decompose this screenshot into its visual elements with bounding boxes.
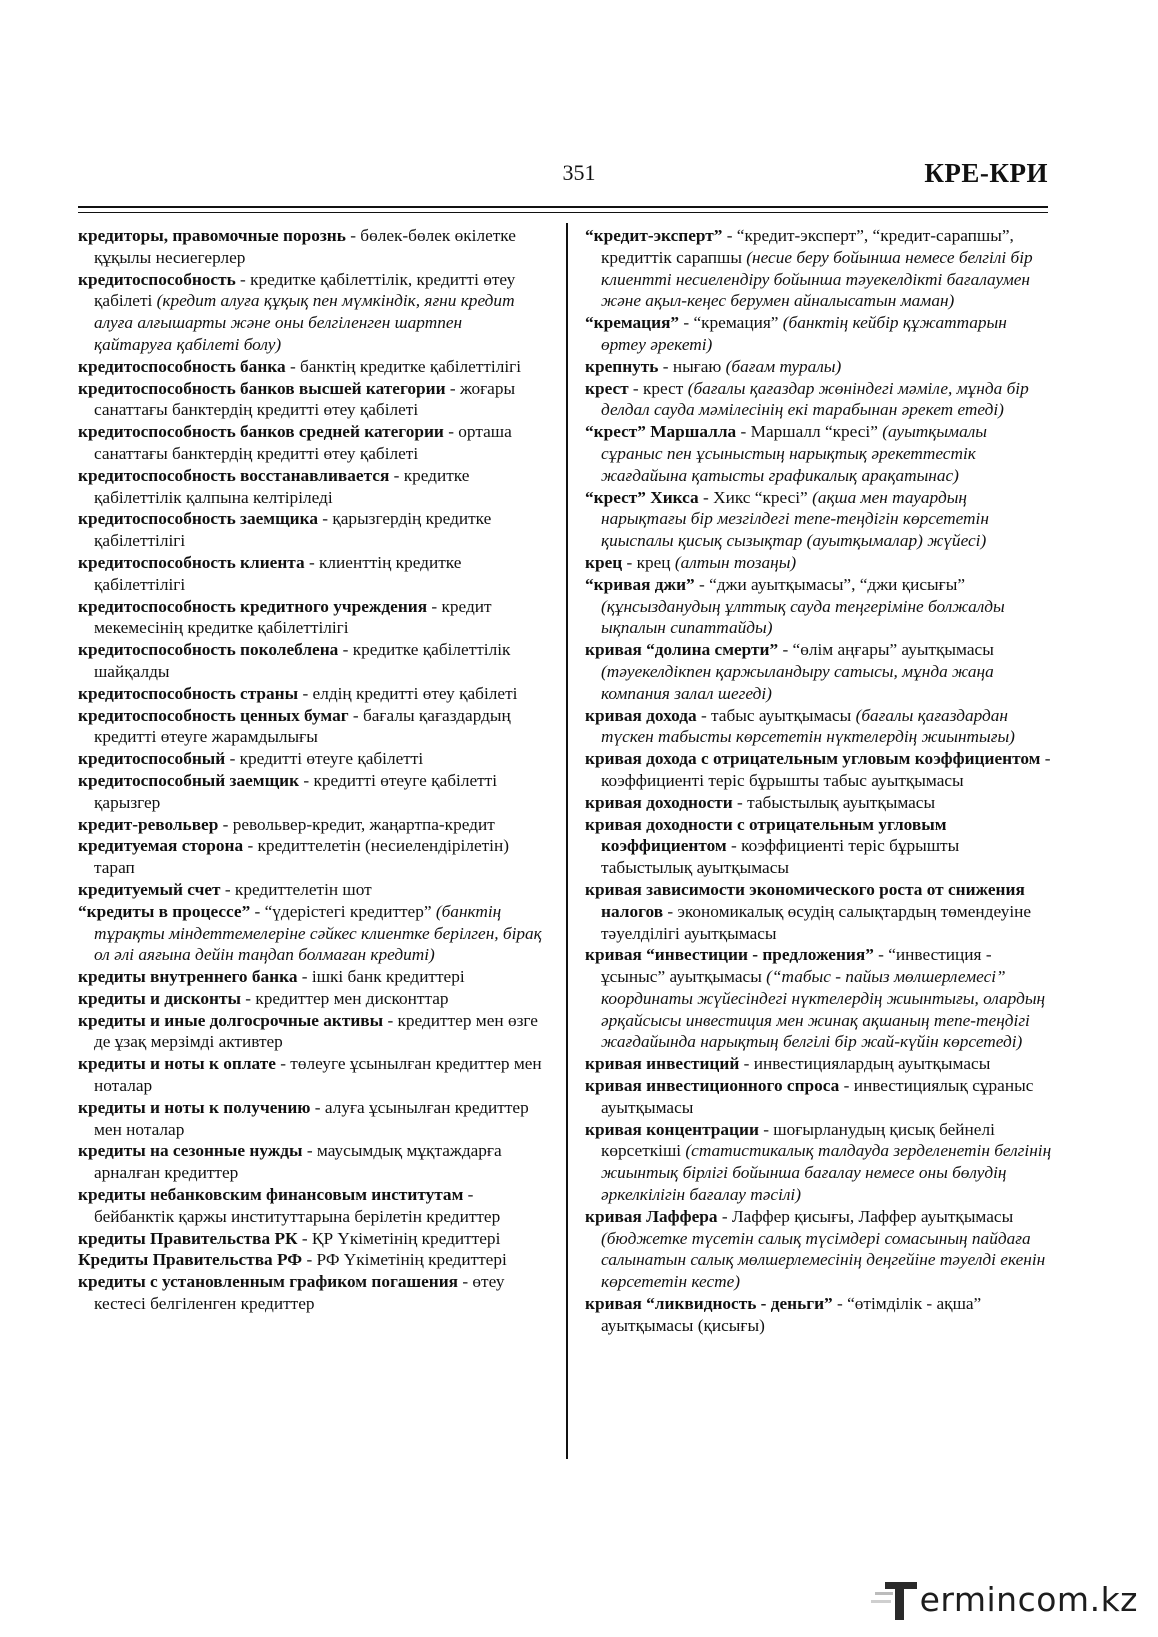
entry-term: кредиты небанковским финансовым институтам <box>78 1185 464 1205</box>
dictionary-entry <box>585 879 1052 944</box>
entry-term: кривая дохода <box>585 705 697 725</box>
entry-term: кредитоспособный заемщик <box>78 770 300 790</box>
dictionary-entry <box>78 835 543 879</box>
entry-term: кредитоспособность заемщика <box>78 509 318 529</box>
entry-note: (несие беру бойынша немесе белгілі бір клиентті несиелендіру бойынша тәуекелдікті бағалаумен және ақыл-кеңес берумен айналысатын маман) <box>601 247 1033 311</box>
entry-note: (алтын тозаңы) <box>674 552 797 572</box>
dictionary-entry <box>78 966 543 988</box>
entry-translation: - РФ Үкіметінің кредиттері <box>302 1250 507 1270</box>
entry-translation: - кредитке қабілеттілік, кредитті өтеу қабілеті <box>94 269 516 311</box>
entry-term: кредитоспособность банка <box>78 356 286 376</box>
watermark-text: ermincom <box>919 1579 1090 1619</box>
entry-term: “кредиты в процессе” <box>78 901 251 921</box>
entry-translation: - Лаффер қисығы, Лаффер ауытқымасы <box>717 1206 1014 1226</box>
entry-translation: - табыстылық ауытқымасы <box>732 792 936 812</box>
entry-translation: - нығаю <box>658 356 726 376</box>
dictionary-entry <box>585 487 1052 552</box>
entry-term: “крест” Хикса <box>585 487 699 507</box>
dictionary-entry <box>585 1053 1052 1075</box>
entry-translation: - коэффициенті теріс бұрышты табыс ауытқымасы <box>601 749 1051 790</box>
entry-translation: - инвестициялық сұраныс ауытқымасы <box>601 1076 1034 1117</box>
entry-term: кредитоспособность банков средней категории <box>78 422 444 442</box>
entry-translation: - крец <box>622 552 675 572</box>
dictionary-entry <box>78 378 543 422</box>
dictionary-entry <box>78 596 543 640</box>
entry-term: “кривая джи” <box>585 574 695 594</box>
entry-term: кредитоспособный <box>78 749 226 769</box>
page-number: 351 <box>562 160 596 185</box>
dictionary-entry <box>78 1053 543 1097</box>
entry-translation: - бейбанктік қаржы институттарына берілетін кредиттер <box>94 1185 501 1226</box>
dictionary-entry <box>585 312 1052 356</box>
entry-term: кредиторы, правомочные порознь <box>78 226 346 245</box>
entry-note: (“табыс - пайыз мөлшерлемесі” координаты жүйесіндегі нүктелердің жиынтығы, олардың әрқайсысы инвестиция мен жинақ ақшаның тепе-теңдігі жағдайында нарықтың белгілі бір жай-күйін көрсетеді) <box>601 967 1046 1052</box>
entry-term: кредиты с установленным графиком погашения <box>78 1272 459 1292</box>
entry-note: (бюджетке түсетін салық түсімдері сомасының пайдаға салынатын салық мөлшерлемесінің деңгейіне тәуелді екенін көрсететін кесте) <box>601 1228 1046 1292</box>
entry-term: кривая Лаффера <box>585 1206 718 1226</box>
dictionary-entry <box>78 356 543 378</box>
entry-translation: - “үдерістегі кредиттер” <box>250 901 436 921</box>
entry-term: кривая “ликвидность - деньги” <box>585 1294 833 1314</box>
entry-term: кривая дохода с отрицательным угловым коэффициентом <box>585 749 1041 769</box>
dictionary-entry <box>585 574 1052 639</box>
dictionary-entry <box>78 225 543 269</box>
dictionary-entry <box>78 269 543 356</box>
entry-term: кредитоспособность кредитного учреждения <box>78 596 428 616</box>
entry-translation: - кредитке қабілеттілік шайқалды <box>94 640 511 681</box>
entry-term: кредитуемый счет <box>78 879 221 899</box>
dictionary-entry <box>78 421 543 465</box>
entry-translation: - Хикс “кресі” <box>698 487 813 507</box>
entry-term: кредиты и иные долгосрочные активы <box>78 1010 384 1030</box>
dictionary-entry <box>78 770 543 814</box>
entry-term: “кремация” <box>585 313 680 333</box>
entry-term: кредиты на сезонные нужды <box>78 1141 303 1161</box>
entry-translation: - банктің кредитке қабілеттілігі <box>285 356 522 376</box>
entry-note: (банктің тұрақты міндеттемелеріне сәйкес клиентке берілген, бірақ ол әлі аяғына дейін таңдап болмаған кредиті) <box>94 901 542 965</box>
column-divider <box>566 223 568 1459</box>
entry-term: “кредит-эксперт” <box>585 226 723 245</box>
dictionary-entry <box>585 1206 1052 1293</box>
entry-note: (құнсызданудың ұлттық сауда теңгеріміне болжалды ықпалын сипаттайды) <box>601 596 1005 638</box>
entry-note: (ауытқымалы сұраныс пен ұсыныстың нарықтық әрекеттестік жағдайына қатысты графикалық арақатынас) <box>601 422 987 485</box>
dictionary-entry <box>585 944 1052 1053</box>
entry-translation: - “кремация” <box>679 313 783 333</box>
entry-translation: - кредитті өтеуге қабілетті <box>225 749 424 769</box>
header-rule <box>78 206 1048 208</box>
dictionary-entry <box>585 814 1052 879</box>
dictionary-entry <box>78 508 543 552</box>
entry-translation: - револьвер-кредит, жаңартпа-кредит <box>218 814 495 834</box>
dictionary-entry <box>78 879 543 901</box>
entry-translation: - “өтімділік - ақша” ауытқымасы (қисығы) <box>601 1294 982 1335</box>
right-column <box>585 225 1052 1337</box>
dictionary-entry <box>585 639 1052 704</box>
entry-term: кредитоспособность восстанавливается <box>78 465 390 485</box>
entry-translation: - орташа санаттағы банктердің кредитті өтеу қабілеті <box>94 422 512 463</box>
entry-note: (ақша мен тауардың нарықтағы бір мезгілдегі тепе-теңдігін көрсететін қиыспалы қисық сызықтар (ауытқымалар) жүйесі) <box>601 487 989 551</box>
entry-translation: - “кредит-эксперт”, “кредит-сарапшы”, кредиттік сарапшы <box>601 226 1014 267</box>
dictionary-entry <box>78 1140 543 1184</box>
entry-translation: - кредиттер мен өзге де ұзақ мерзімді активтер <box>94 1010 538 1052</box>
entry-term: кривая зависимости экономического роста от снижения налогов <box>585 879 1025 921</box>
entry-term: кредитоспособность страны <box>78 683 299 703</box>
dictionary-entry <box>585 225 1052 312</box>
dictionary-entry <box>585 552 1052 574</box>
entry-term: кредитоспособность банков высшей категории <box>78 378 446 398</box>
entry-translation: - Маршалл “кресі” <box>736 422 883 442</box>
entry-note: (банктің кейбір құжаттарын өртеу әрекеті) <box>601 313 1007 354</box>
dictionary-entry <box>78 814 543 836</box>
entry-translation: - қарызгердің кредитке қабілеттілігі <box>94 509 492 551</box>
entry-translation: - ішкі банк кредиттері <box>297 967 465 987</box>
watermark-domain: .kz <box>1089 1579 1138 1619</box>
entry-term: кривая доходности с отрицательным угловым коэффициентом <box>585 814 947 856</box>
entry-translation: - төлеуге ұсынылған кредиттер мен ноталар <box>94 1054 542 1096</box>
entry-translation: - экономикалық өсудің салықтардың төмендеуіне тәуелділігі ауытқымасы <box>601 901 1032 943</box>
entry-translation: - кредитке қабілеттілік қалпына келтіріледі <box>94 465 470 507</box>
entry-term: кредитоспособность клиента <box>78 552 305 572</box>
dictionary-entry <box>585 378 1052 422</box>
left-column <box>78 225 543 1315</box>
dictionary-entry <box>78 705 543 749</box>
entry-translation: - “инвестиция - ұсыныс” ауытқымасы <box>601 945 992 987</box>
dictionary-entry <box>78 1271 543 1315</box>
entry-translation: - жоғары санаттағы банктердің кредитті өтеу қабілеті <box>94 378 516 420</box>
entry-translation: - коэффициенті теріс бұрышты табыстылық ауытқымасы <box>601 836 960 878</box>
entry-term: крест <box>585 378 629 398</box>
dictionary-entry <box>585 421 1052 486</box>
dictionary-entry <box>585 1293 1052 1337</box>
entry-term: кредиты Правительства РК <box>78 1228 298 1248</box>
entry-term: кредиты и ноты к получению <box>78 1097 311 1117</box>
t-logo-icon <box>885 1576 919 1622</box>
entry-translation: - кредиттелетін (несиелендірілетін) тарап <box>94 836 509 878</box>
section-title: КРЕ-КРИ <box>924 158 1048 188</box>
entry-translation: - алуға ұсынылған кредиттер мен ноталар <box>94 1097 529 1139</box>
entry-translation: - шоғырланудың қисық бейнелі көрсеткіші <box>601 1119 995 1161</box>
entry-term: кредитоспособность ценных бумаг <box>78 705 349 725</box>
dictionary-entry <box>78 465 543 509</box>
dictionary-entry <box>78 988 543 1010</box>
entry-term: кредиты и дисконты <box>78 988 241 1008</box>
dictionary-entry <box>78 1249 543 1271</box>
dictionary-entry <box>78 683 543 705</box>
dictionary-entry <box>585 705 1052 749</box>
dictionary-entry <box>78 901 543 966</box>
dictionary-entry <box>585 1119 1052 1206</box>
dictionary-entry <box>585 1075 1052 1119</box>
entry-note: (кредит алуға құқық пен мүмкіндік, яғни кредит алуға алғышарты және оны белгіленген шартпен қайтаруға қабілеті болу) <box>94 291 515 354</box>
dictionary-entry <box>78 1184 543 1228</box>
entry-note: (бағалы қағаздар жөніндегі мәміле, мұнда бір делдал сауда мәмілесінің екі тарабынан әрекет етеді) <box>601 378 1029 420</box>
entry-translation: - өтеу кестесі белгіленген кредиттер <box>94 1272 505 1314</box>
entry-note: (тәуекелдікпен қаржыландыру сатысы, мұнда жаңа компания залал шегеді) <box>601 661 994 703</box>
entry-term: кредиты и ноты к оплате <box>78 1054 276 1074</box>
dictionary-entry <box>585 356 1052 378</box>
entry-translation: - елдің кредитті өтеу қабілеті <box>298 683 518 703</box>
entry-term: кривая “инвестиции - предложения” <box>585 945 874 965</box>
entry-translation: - клиенттің кредитке қабілеттілігі <box>94 552 462 594</box>
entry-translation: - “өлім аңғары” ауытқымасы <box>778 640 994 660</box>
entry-term: Кредиты Правительства РФ <box>78 1250 303 1270</box>
entry-note: (статистикалық талдауда зерделенетін белгінің жиынтық бірлігі бойынша бағалау немесе оны бөлудің әркелкілігін бағалау тәсілі) <box>601 1141 1052 1205</box>
entry-term: кривая инвестиций <box>585 1054 740 1074</box>
entry-translation: - ҚР Үкіметінің кредиттері <box>297 1228 501 1248</box>
entry-translation: - кредиттер мен дисконттар <box>240 988 449 1008</box>
entry-term: кредитуемая сторона <box>78 836 244 856</box>
entry-translation: - “джи ауытқымасы”, “джи қисығы” <box>694 574 966 594</box>
entry-term: кривая инвестиционного спроса <box>585 1076 840 1096</box>
entry-term: кривая концентрации <box>585 1119 759 1139</box>
site-watermark <box>885 1573 1138 1625</box>
entry-term: кредиты внутреннего банка <box>78 967 298 987</box>
entry-translation: - крест <box>628 378 688 398</box>
entry-translation: - табыс ауытқымасы <box>696 705 856 725</box>
entry-term: кривая доходности <box>585 792 733 812</box>
entry-term: крец <box>585 552 623 572</box>
entry-translation: - бөлек-бөлек өкілетке құқылы несиегерлер <box>94 226 516 267</box>
dictionary-entry <box>78 1097 543 1141</box>
entry-term: кривая “долина смерти” <box>585 640 779 660</box>
entry-translation: - инвестициялардың ауытқымасы <box>739 1054 991 1074</box>
entry-term: кредит-револьвер <box>78 814 219 834</box>
dictionary-entry <box>78 1228 543 1250</box>
header-rule-thin <box>78 212 1048 213</box>
entry-translation: - кредиттелетін шот <box>220 879 372 899</box>
dictionary-entry <box>78 552 543 596</box>
entry-translation: - кредитті өтеуге қабілетті қарызгер <box>94 770 498 812</box>
entry-term: кредитоспособность поколеблена <box>78 640 339 660</box>
entry-translation: - маусымдық мұқтаждарға арналған кредиттер <box>94 1141 502 1183</box>
entry-term: крепнуть <box>585 356 659 376</box>
dictionary-entry <box>585 792 1052 814</box>
dictionary-entry <box>78 639 543 683</box>
dictionary-entry <box>78 1010 543 1054</box>
entry-term: кредитоспособность <box>78 269 236 289</box>
dictionary-entry <box>585 748 1052 792</box>
entry-term: “крест” Маршалла <box>585 422 737 442</box>
entry-note: (бағалы қағаздардан түскен табысты көрсететін нүктелердің жиынтығы) <box>601 705 1015 747</box>
entry-translation: - бағалы қағаздардың кредитті өтеуге жарамдылығы <box>94 705 511 747</box>
dictionary-entry <box>78 748 543 770</box>
entry-note: (бағам туралы) <box>725 356 842 376</box>
entry-translation: - кредит мекемесінің кредитке қабілеттілігі <box>94 596 492 638</box>
